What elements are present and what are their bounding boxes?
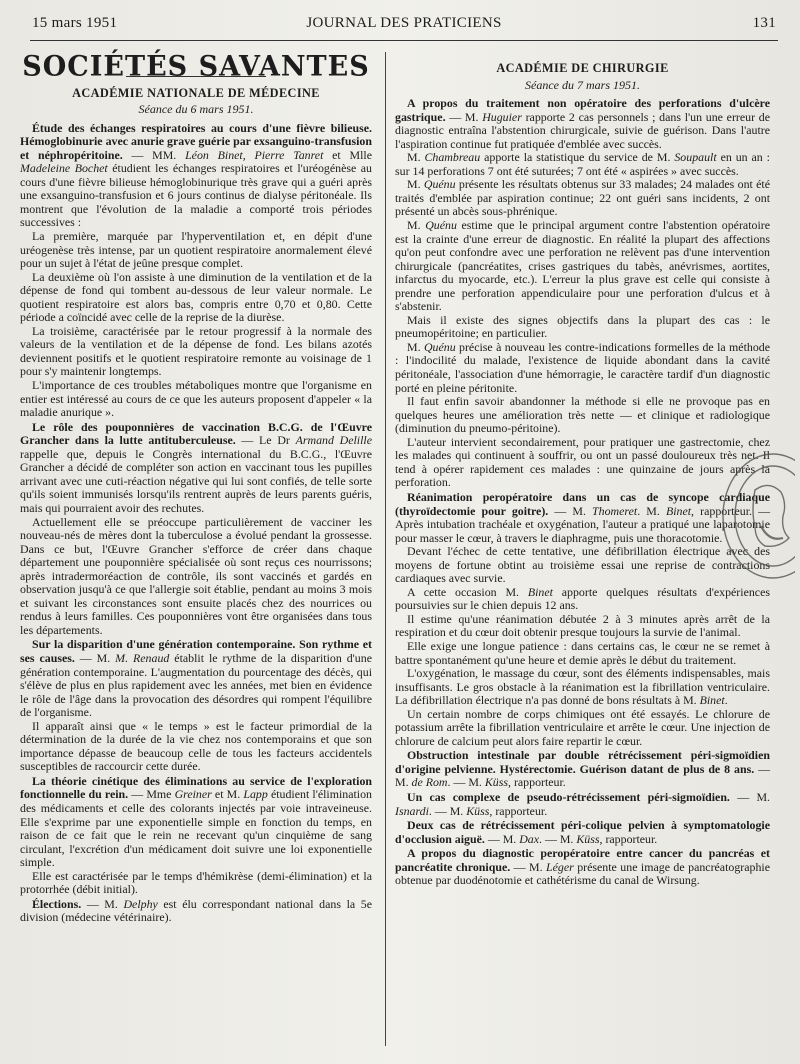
column-divider <box>385 52 386 1046</box>
article-paragraph: Il estime qu'une réanimation débutée 2 à 3 minutes après arrêt de la respiration et du cœur doit obtenir presque toujours la survie de l'animal. <box>395 611 770 640</box>
article-paragraph: A propos du diagnostic peropératoire entre cancer du pancréas et pancréatite chronique. — M. Léger présente une image de pancréatographie obtenue par duodénotomie et cathétérisme du canal de Wirsung. <box>395 846 770 888</box>
article-paragraph: Un certain nombre de corps chimiques ont été essayés. Le chlorure de potassium arrête la fibrillation ventriculaire et arrête le cœur. Une injection de chlorure de calcium peut alors faire repartir le cœur. <box>395 706 770 748</box>
section-title-medecine: ACADÉMIE NATIONALE DE MÉDECINE <box>72 85 320 100</box>
article-paragraph: La troisième, caractérisée par le retour progressif à la normale des valeurs de la ventilation et de la dépense de fond. Les bilans azotés deviennent positifs et le quotient respiratoire remonte au voisinage de 1 pour s'y maintenir longtemps. <box>20 323 372 379</box>
article-paragraph: L'auteur intervient secondairement, pour pratiquer une gastrectomie, chez les malades qui continuent à souffrir, ou ont un passé douloureux très net. Il tend à opérer rapidement ces malades : une quinzaine de jours après la perforation. <box>395 434 770 490</box>
article-paragraph: A propos du traitement non opératoire des perforations d'ulcère gastrique. — M. Huguier rapporte 2 cas personnels ; dans l'un une erreur de diagnostic entraîna l'abstention chirurgicale, suivie de guérison. Dans l'autre l'aspiration continue fut pratiquée d'emblée avec succès. <box>395 96 771 151</box>
article-paragraph: Un cas complexe de pseudo-rétrécissement péri-sigmoïdien. — M. Isnardi. — M. Küss, rapporteur. <box>395 789 770 818</box>
article-paragraph: M. Quénu précise à nouveau les contre-indications formelles de la méthode : l'indocilité du malade, l'existence de liquide abondant dans la cavité péritonéale, l'association d'une hémorragie, le caractère tardif d'un diagnostic porté en pleine péritonite. <box>395 339 770 395</box>
article-paragraph: M. Chambreau apporte la statistique du service de M. Soupault en un an : sur 14 perforations 7 ont été suturées; 7 ont été « aspirées » avec succès. <box>395 150 770 178</box>
stamp-beard <box>761 526 783 539</box>
article-paragraph: M. Quénu estime que le principal argument contre l'abstention opératoire est la crainte d'une erreur de diagnostic. En réalité la plupart des affections qu'on peut confondre avec une perforation ne relèvent pas d'une intervention chirurgicale (pancréatites, crises gastriques du tabès, anévrismes, aortites, infarctus du myocarde, etc.). L'erreur la plus grave est celle qui consiste à prendre une perforation appendiculaire pour une perforation d'ulcus et à s'abstenir. <box>395 218 770 314</box>
article-paragraph: L'oxygénation, le massage du cœur, sont des éléments indispensables, mais insuffisants. Le gros obstacle à la réanimation est la fibrillation ventriculaire. La défibrillation électrique n'a pas donné de bons résultats à M. Binet. <box>395 666 770 708</box>
running-header <box>32 15 776 35</box>
library-stamp <box>715 450 795 582</box>
article-paragraph: Étude des échanges respiratoires au cours d'une fièvre bilieuse. Hémoglobinurie avec anurie grave guérie par exsanguino-transfusion et néphropéritoine. — MM. Léon Binet, Pierre Tanret et Mlle Madeleine Bochet étudient les échanges respiratoires et l'uréogénèse au cours d'une fièvre bilieuse hémoglobinurique très grave qui a guéri après une exsanguino-transfusion et 6 jours continus de dialyse péritonéale. Ils montrent que l'évolution de la maladie a comporté trois périodes successives : <box>20 120 373 230</box>
article-paragraph: M. Quénu présente les résultats obtenus sur 33 malades; 24 malades ont été traités d'emblée par aspiration continue; 22 ont guéri sans incidents, 2 ont présenté un abcès sous-phrénique. <box>395 177 770 219</box>
section-title-chirurgie: ACADÉMIE DE CHIRURGIE <box>496 61 669 75</box>
article-paragraph: L'importance de ces troubles métaboliques montre que l'organisme en entier est intéressé au cours de ce que les auteurs proposent d'appeler « la maladie anurique ». <box>20 378 372 420</box>
article-paragraph: La première, marquée par l'hyperventilation et, en dépit d'une uréogenèse très intense, par un quotient respiratoire anormalement élevé pour un sujet à l'état de jeûne presque complet. <box>20 229 372 271</box>
seance-date-left: Séance du 6 mars 1951. <box>138 102 254 117</box>
right-column <box>395 58 770 888</box>
article-paragraph: La théorie cinétique des éliminations au service de l'exploration fonctionnelle du rein. — Mme Greiner et M. Lapp étudient l'élimination des médicaments et celle des colorants injectés par voie intraveineuse. Elle s'exprime par une exponentielle simple en fonction du temps, en raison de ce fait que le rein ne recevant qu'un cinquième de sang circulant, l'excrétion d'un médicament doit suivre une loi exponentielle simple. <box>20 773 372 870</box>
article-paragraph: Sur la disparition d'une génération contemporaine. Son rythme et ses causes. — M. M. Renaud établit le rythme de la disparition d'une génération contemporaine. L'augmentation du pourcentage des décès, qui s'élève de plus en plus rapidement avec les années, met bien en évidence le rôle de l'âge dans la provocation des désordres qui rompent l'équilibre de l'organisme. <box>20 637 372 720</box>
stamp-ring-inner <box>735 466 795 566</box>
article-paragraph: Devant l'échec de cette tentative, une défibrillation électrique avec des moyens de fortune obtint au troisième essai une reprise de contractions cardiaques avec survie. <box>395 544 770 586</box>
article-paragraph: Elle exige une longue patience : dans certains cas, le cœur ne se remet à battre spontanément qu'une heure et demie après le début du traitement. <box>395 638 770 667</box>
journal-title: JOURNAL DES PRATICIENS <box>306 15 502 31</box>
article-paragraph: Élections. — M. Delphy est élu correspondant national dans la 5e division (médecine vétérinaire). <box>20 896 372 925</box>
article-paragraph: Mais il existe des signes objectifs dans la plupart des cas : le pneumopéritoine; en particulier. <box>395 312 770 341</box>
masthead: SOCIÉTÉS SAVANTES <box>22 50 370 83</box>
article-paragraph: Deux cas de rétrécissement péri-colique pelvien à symptomatologie d'occlusion aiguë. — M. Dax. — M. Küss, rapporteur. <box>395 818 770 846</box>
stamp-ring-outer <box>723 454 795 578</box>
article-paragraph: La deuxième où l'on assiste à une diminution de la ventilation et de la dépense de fond qui tombent au-dessous de leur valeur normale. Le quotient respiratoire est alors bas, compris entre 0,70 et 0,80. Cette période a coïncidé avec celle de la reprise de la diurèse. <box>20 269 372 325</box>
left-column <box>20 50 373 925</box>
article-paragraph: Actuellement elle se préoccupe particulièrement de vacciner les nouveau-nés de mères dont la tuberculose a évolué pendant la grossesse. Dans ce but, l'Œuvre Grancher s'efforce de créer dans chaque département une pouponnière spécialisée où sont reçus ces nourrissons; après intradermoréaction de contrôle, ils sont vaccinés et gardés en observation jusqu'à ce que l'allergie soit établie, pendant au moins 3 mois et suivant les circonstances sont ensuite placés chez des nourrices ou rendus à leurs familles. Ces pouponnières vont être organisées dans tous les départements. <box>20 514 372 637</box>
article-paragraph: Il apparaît ainsi que « le temps » est le facteur primordial de la détermination de la durée de la vie chez nos contemporains et que son importance dépasse de beaucoup celle de tous les facteurs accidentels susceptibles de raccourcir cette durée. <box>20 718 372 774</box>
article-paragraph: Il faut enfin savoir abandonner la méthode si elle ne provoque pas en quelques heures une amélioration très nette — et clinique et radiologique (diminution du pneumo-péritoine). <box>395 394 770 436</box>
article-paragraph: Elle est caractérisée par le temps d'hémikrèse (demi-élimination) et la protorrhée (débit initial). <box>20 868 372 897</box>
article-paragraph: A cette occasion M. Binet apporte quelques résultats d'expériences poursuivies sur le chien depuis 12 ans. <box>395 584 770 613</box>
article-paragraph: Obstruction intestinale par double rétrécissement péri-sigmoïdien d'origine pelvienne. Hystérectomie. Guérison datant de plus de 8 ans. — M. de Rom. — M. Küss, rapporteur. <box>395 748 770 790</box>
article-paragraph: Réanimation peropératoire dans un cas de syncope cardiaque (thyroïdectomie pour goitre). — M. Thomeret. M. Binet, rapporteur. — Après intubation trachéale et oxygénation, l'auteur a pratiqué une laparotomie pour masser le cœur, à travers le diaphragme, puis une thoracotomie. <box>395 489 770 545</box>
page-number: 131 <box>752 15 776 31</box>
seance-date-right: Séance du 7 mars 1951. <box>525 77 640 92</box>
issue-date: 15 mars 1951 <box>32 15 118 31</box>
header-rule <box>30 40 778 41</box>
article-paragraph: Le rôle des pouponnières de vaccination B.C.G. de l'Œuvre Grancher dans la lutte antituberculeuse. — Le Dr Armand Delille rappelle que, depuis le Congrès international du B.C.G., l'Œuvre Grancher a décidé de compléter son action en vaccinant tous les pupilles arrivant avec une cuti-réaction négative qui lui sont confiés, de telle sorte qu'ils soient immunisés lorsqu'ils rentrent auprès de leurs parents guéris, mais qui pourraient avoir des rechutes. <box>20 419 372 515</box>
